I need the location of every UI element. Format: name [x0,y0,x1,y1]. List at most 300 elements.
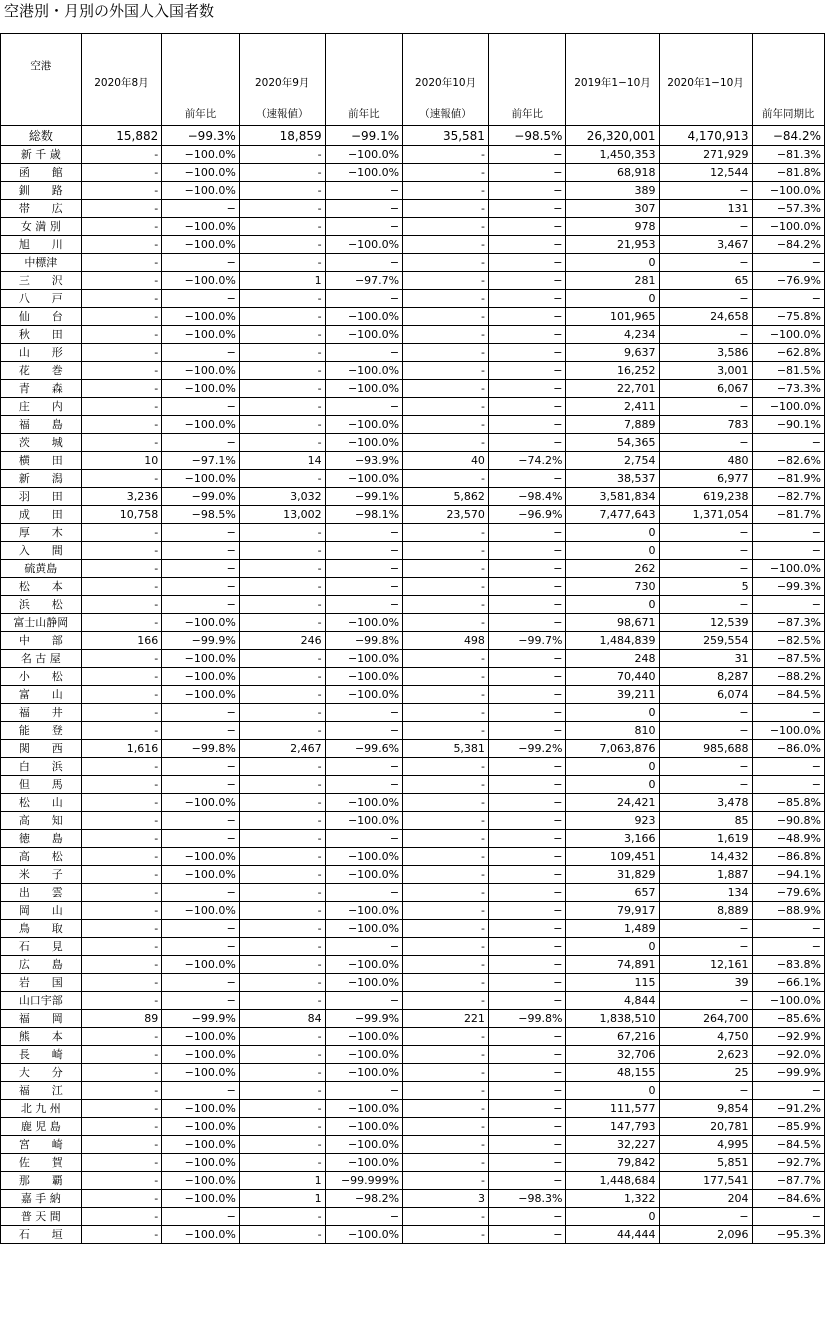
sep-yoy: − [325,344,403,362]
table-row [1,290,825,308]
sep-value: - [239,560,325,578]
total-sep-yoy: −99.1% [325,126,403,146]
airport-name: 松 本 [1,578,82,596]
sep-value: - [239,1154,325,1172]
ytd-yoy: −79.6% [752,884,824,902]
ytd-2019: 48,155 [566,1064,659,1082]
aug-value: - [81,578,162,596]
aug-value: - [81,722,162,740]
ytd-2020: − [659,182,752,200]
airport-name: 女 満 別 [1,218,82,236]
ytd-2020: 65 [659,272,752,290]
ytd-2019: 0 [566,938,659,956]
oct-value: - [403,1028,489,1046]
sep-yoy: − [325,578,403,596]
table-row [1,200,825,218]
table-row [1,938,825,956]
airport-name: 出 雲 [1,884,82,902]
aug-value: - [81,776,162,794]
aug-value: - [81,812,162,830]
sep-yoy: − [325,398,403,416]
ytd-yoy: −94.1% [752,866,824,884]
ytd-2020: 20,781 [659,1118,752,1136]
sep-yoy: − [325,218,403,236]
aug-value: - [81,1208,162,1226]
ytd-yoy: −86.0% [752,740,824,758]
oct-yoy: − [488,848,566,866]
table-row [1,308,825,326]
ytd-2020: 204 [659,1190,752,1208]
ytd-2019: 74,891 [566,956,659,974]
sep-value: 1 [239,272,325,290]
ytd-2019: 1,838,510 [566,1010,659,1028]
ytd-2019: 32,227 [566,1136,659,1154]
ytd-2020: 5,851 [659,1154,752,1172]
oct-value: - [403,1172,489,1190]
table-row [1,506,825,524]
ytd-2020: 6,977 [659,470,752,488]
sep-value: - [239,758,325,776]
oct-yoy: − [488,1064,566,1082]
ytd-2019: 4,234 [566,326,659,344]
sep-value: - [239,1118,325,1136]
aug-value: - [81,254,162,272]
ytd-2019: 24,421 [566,794,659,812]
aug-yoy: −97.1% [162,452,240,470]
ytd-2020: − [659,704,752,722]
sep-value: - [239,956,325,974]
sep-yoy: − [325,722,403,740]
airport-name: 高 松 [1,848,82,866]
sep-value: 84 [239,1010,325,1028]
ytd-2020: 85 [659,812,752,830]
oct-yoy: − [488,434,566,452]
sep-yoy: −100.0% [325,902,403,920]
sep-value: - [239,848,325,866]
aug-value: - [81,362,162,380]
ytd-2020: 8,287 [659,668,752,686]
aug-value: - [81,290,162,308]
airport-name: 佐 賀 [1,1154,82,1172]
sep-yoy: −100.0% [325,434,403,452]
aug-value: 89 [81,1010,162,1028]
oct-yoy: − [488,1136,566,1154]
sep-value: - [239,614,325,632]
oct-value: - [403,650,489,668]
ytd-2019: 98,671 [566,614,659,632]
airport-name: 硫黄島 [1,560,82,578]
sep-yoy: −100.0% [325,362,403,380]
airport-name: 山口宇部 [1,992,82,1010]
aug-yoy: − [162,200,240,218]
aug-yoy: −100.0% [162,686,240,704]
aug-yoy: −98.5% [162,506,240,524]
oct-yoy: − [488,1100,566,1118]
aug-value: - [81,560,162,578]
table-row [1,848,825,866]
aug-yoy: −99.9% [162,632,240,650]
airport-name: 徳 島 [1,830,82,848]
oct-yoy: −74.2% [488,452,566,470]
aug-value: - [81,614,162,632]
ytd-yoy: −57.3% [752,200,824,218]
table-row [1,668,825,686]
airport-name: 八 戸 [1,290,82,308]
total-aug-yoy: −99.3% [162,126,240,146]
table-row [1,650,825,668]
aug-yoy: −100.0% [162,794,240,812]
ytd-2020: 3,467 [659,236,752,254]
table-row [1,1082,825,1100]
table-row [1,1028,825,1046]
airport-name: 成 田 [1,506,82,524]
sep-yoy: −100.0% [325,614,403,632]
oct-yoy: − [488,218,566,236]
ytd-2019: 9,637 [566,344,659,362]
oct-value: - [403,218,489,236]
table-row [1,704,825,722]
oct-yoy: − [488,146,566,164]
ytd-2020: 1,619 [659,830,752,848]
airport-name: 米 子 [1,866,82,884]
sep-value: - [239,416,325,434]
header-airport: 空港 [1,34,82,126]
aug-yoy: − [162,578,240,596]
aug-yoy: −99.0% [162,488,240,506]
aug-yoy: −100.0% [162,1172,240,1190]
sep-value: - [239,1136,325,1154]
oct-value: - [403,812,489,830]
airport-name: 富 山 [1,686,82,704]
sep-value: - [239,1226,325,1244]
table-row [1,1172,825,1190]
table-row [1,1154,825,1172]
ytd-2019: 67,216 [566,1028,659,1046]
oct-yoy: − [488,686,566,704]
oct-value: - [403,236,489,254]
oct-yoy: − [488,758,566,776]
airport-name: 旭 川 [1,236,82,254]
oct-yoy: − [488,992,566,1010]
oct-value: - [403,398,489,416]
sep-value: - [239,830,325,848]
ytd-2020: − [659,290,752,308]
table-row [1,236,825,254]
ytd-2019: 101,965 [566,308,659,326]
total-2019: 26,320,001 [566,126,659,146]
table-row [1,1010,825,1028]
oct-yoy: − [488,920,566,938]
ytd-2019: 147,793 [566,1118,659,1136]
oct-value: - [403,470,489,488]
aug-yoy: − [162,254,240,272]
aug-yoy: −100.0% [162,1064,240,1082]
ytd-yoy: −81.7% [752,506,824,524]
sep-value: - [239,776,325,794]
table-row [1,380,825,398]
table-row [1,542,825,560]
sep-value: - [239,866,325,884]
aug-value: - [81,704,162,722]
ytd-2020: 4,750 [659,1028,752,1046]
sep-yoy: −100.0% [325,1028,403,1046]
airport-name: 茨 城 [1,434,82,452]
oct-yoy: − [488,902,566,920]
table-row [1,254,825,272]
sep-value: - [239,884,325,902]
ytd-yoy: −90.1% [752,416,824,434]
oct-yoy: − [488,830,566,848]
aug-value: 166 [81,632,162,650]
aug-yoy: −100.0% [162,956,240,974]
sep-yoy: −100.0% [325,1136,403,1154]
sep-yoy: − [325,182,403,200]
airport-name: 新 千 歳 [1,146,82,164]
sep-yoy: −97.7% [325,272,403,290]
ytd-yoy: − [752,1208,824,1226]
oct-value: - [403,704,489,722]
aug-yoy: −100.0% [162,614,240,632]
sep-yoy: −100.0% [325,650,403,668]
sep-yoy: −100.0% [325,164,403,182]
oct-value: - [403,146,489,164]
table-row [1,344,825,362]
sep-yoy: −100.0% [325,326,403,344]
ytd-yoy: −82.5% [752,632,824,650]
oct-yoy: − [488,164,566,182]
table-row [1,218,825,236]
aug-value: - [81,1100,162,1118]
airport-name: 庄 内 [1,398,82,416]
aug-yoy: −100.0% [162,380,240,398]
sep-yoy: −99.1% [325,488,403,506]
airport-name: 岡 山 [1,902,82,920]
ytd-yoy: −81.3% [752,146,824,164]
oct-value: 23,570 [403,506,489,524]
airport-name: 福 島 [1,416,82,434]
ytd-2020: 3,478 [659,794,752,812]
sep-yoy: −100.0% [325,812,403,830]
table-row [1,434,825,452]
airport-name: 入 間 [1,542,82,560]
sep-value: 3,032 [239,488,325,506]
ytd-2019: 923 [566,812,659,830]
oct-value: - [403,272,489,290]
table-row [1,920,825,938]
sep-yoy: −100.0% [325,1154,403,1172]
oct-value: - [403,596,489,614]
total-label: 総数 [1,126,82,146]
ytd-2019: 31,829 [566,866,659,884]
airport-name: 中 部 [1,632,82,650]
aug-value: - [81,902,162,920]
ytd-2019: 0 [566,704,659,722]
aug-yoy: −100.0% [162,1136,240,1154]
ytd-2019: 307 [566,200,659,218]
oct-yoy: − [488,938,566,956]
oct-value: - [403,200,489,218]
ytd-2019: 1,489 [566,920,659,938]
aug-value: - [81,920,162,938]
aug-value: - [81,434,162,452]
ytd-yoy: −81.5% [752,362,824,380]
sep-value: - [239,686,325,704]
ytd-2020: 271,929 [659,146,752,164]
ytd-2020: 1,887 [659,866,752,884]
ytd-2020: − [659,254,752,272]
aug-value: 3,236 [81,488,162,506]
ytd-yoy: −99.3% [752,578,824,596]
oct-yoy: − [488,344,566,362]
oct-yoy: − [488,794,566,812]
table-row [1,1100,825,1118]
aug-yoy: −100.0% [162,848,240,866]
oct-value: 498 [403,632,489,650]
sep-yoy: −98.2% [325,1190,403,1208]
ytd-2019: 79,842 [566,1154,659,1172]
ytd-2019: 1,448,684 [566,1172,659,1190]
sep-value: - [239,398,325,416]
ytd-2020: − [659,920,752,938]
ytd-yoy: − [752,434,824,452]
sep-value: - [239,524,325,542]
aug-value: 10,758 [81,506,162,524]
aug-value: - [81,344,162,362]
table-row [1,452,825,470]
oct-value: - [403,164,489,182]
ytd-2020: − [659,434,752,452]
ytd-2020: 24,658 [659,308,752,326]
ytd-2020: 783 [659,416,752,434]
oct-yoy: − [488,614,566,632]
sep-value: - [239,704,325,722]
oct-value: - [403,182,489,200]
aug-value: - [81,956,162,974]
airport-name: 羽 田 [1,488,82,506]
ytd-yoy: −92.7% [752,1154,824,1172]
ytd-2019: 0 [566,1208,659,1226]
ytd-yoy: −84.5% [752,686,824,704]
table-row [1,884,825,902]
table-row [1,596,825,614]
oct-value: - [403,776,489,794]
sep-value: - [239,308,325,326]
oct-value: 221 [403,1010,489,1028]
airport-name: 小 松 [1,668,82,686]
ytd-2019: 262 [566,560,659,578]
oct-value: - [403,524,489,542]
oct-yoy: − [488,380,566,398]
ytd-2020: − [659,992,752,1010]
ytd-2019: 111,577 [566,1100,659,1118]
airport-name: 熊 本 [1,1028,82,1046]
aug-yoy: − [162,344,240,362]
aug-value: - [81,542,162,560]
aug-value: - [81,1082,162,1100]
ytd-yoy: − [752,704,824,722]
oct-value: - [403,1046,489,1064]
oct-value: 40 [403,452,489,470]
oct-value: - [403,902,489,920]
sep-value: - [239,326,325,344]
oct-yoy: − [488,884,566,902]
ytd-2019: 44,444 [566,1226,659,1244]
table-row [1,1136,825,1154]
aug-yoy: −100.0% [162,236,240,254]
ytd-2020: − [659,938,752,956]
aug-yoy: −100.0% [162,470,240,488]
aug-value: - [81,830,162,848]
airport-name: 那 覇 [1,1172,82,1190]
oct-value: - [403,1136,489,1154]
sep-value: - [239,1208,325,1226]
oct-yoy: − [488,254,566,272]
sep-yoy: − [325,254,403,272]
ytd-2019: 389 [566,182,659,200]
ytd-2019: 4,844 [566,992,659,1010]
oct-value: - [403,722,489,740]
oct-yoy: −98.4% [488,488,566,506]
sep-value: - [239,542,325,560]
aug-yoy: − [162,704,240,722]
ytd-2019: 109,451 [566,848,659,866]
aug-yoy: − [162,542,240,560]
aug-yoy: − [162,830,240,848]
aug-value: - [81,326,162,344]
aug-value: - [81,938,162,956]
aug-yoy: − [162,758,240,776]
sep-yoy: − [325,758,403,776]
aug-yoy: −100.0% [162,416,240,434]
header-sep: 2020年9月 （速報値） [239,34,325,126]
ytd-yoy: −100.0% [752,398,824,416]
airport-name: 花 巻 [1,362,82,380]
sep-yoy: −99.9% [325,1010,403,1028]
sep-yoy: − [325,776,403,794]
sep-yoy: −100.0% [325,380,403,398]
ytd-yoy: −86.8% [752,848,824,866]
ytd-2019: 248 [566,650,659,668]
aug-yoy: −100.0% [162,1226,240,1244]
ytd-yoy: −83.8% [752,956,824,974]
ytd-2019: 38,537 [566,470,659,488]
aug-yoy: −100.0% [162,1154,240,1172]
ytd-2019: 0 [566,254,659,272]
aug-yoy: −100.0% [162,668,240,686]
header-sep-yoy: 前年比 [325,34,403,126]
ytd-yoy: −99.9% [752,1064,824,1082]
aug-value: - [81,1118,162,1136]
table-row [1,1046,825,1064]
ytd-2019: 0 [566,290,659,308]
sep-value: - [239,668,325,686]
total-sep: 18,859 [239,126,325,146]
ytd-2020: 619,238 [659,488,752,506]
oct-yoy: − [488,182,566,200]
oct-value: - [403,848,489,866]
oct-yoy: −99.7% [488,632,566,650]
ytd-2019: 0 [566,1082,659,1100]
airport-name: 福 岡 [1,1010,82,1028]
sep-value: - [239,992,325,1010]
ytd-yoy: −100.0% [752,722,824,740]
table-row [1,560,825,578]
sep-yoy: − [325,542,403,560]
aug-value: - [81,974,162,992]
airport-name: 三 沢 [1,272,82,290]
airport-name: 能 登 [1,722,82,740]
oct-yoy: − [488,200,566,218]
